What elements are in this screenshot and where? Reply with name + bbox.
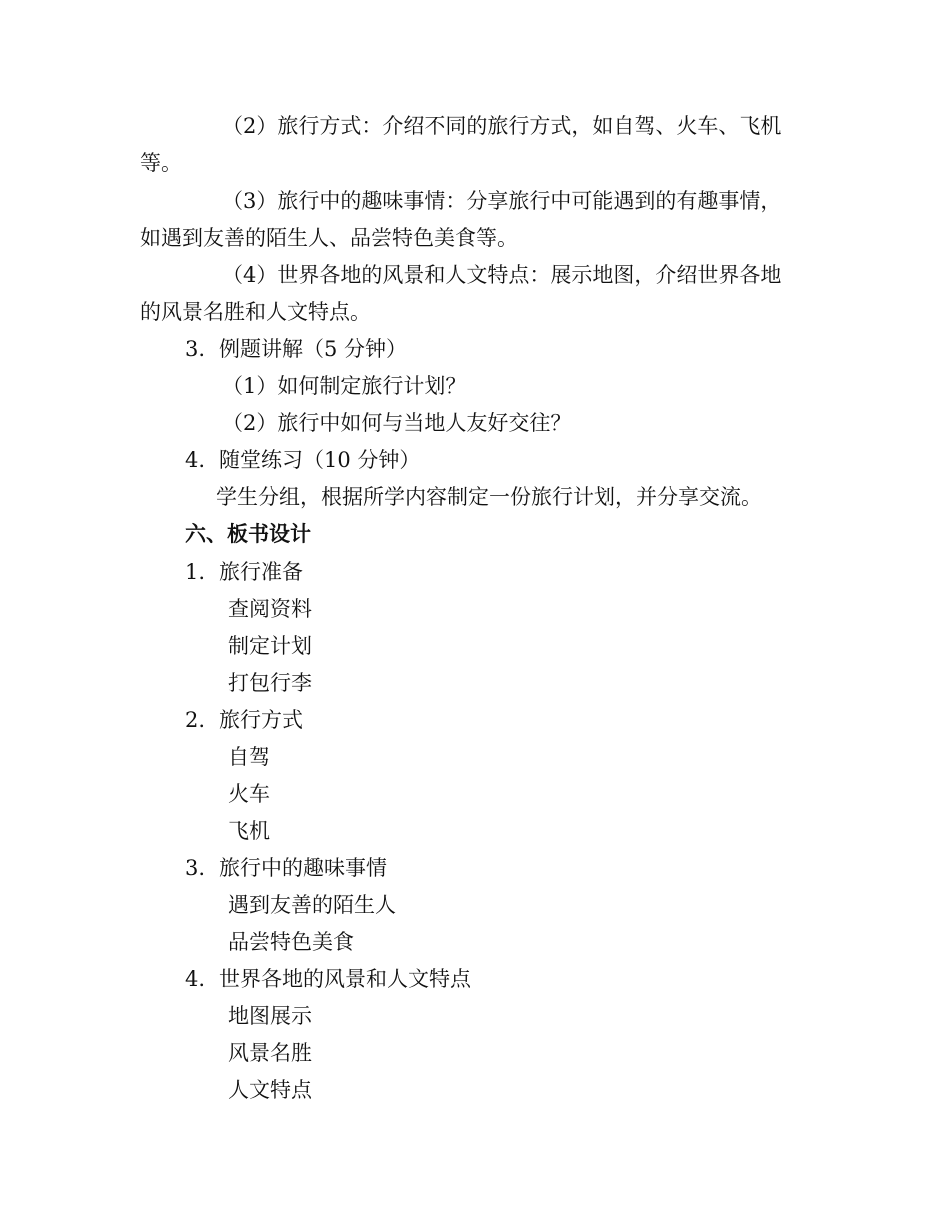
board-4-title: 世界各地的风景和人文特点 bbox=[219, 967, 471, 991]
section-4-heading bbox=[185, 445, 420, 475]
board-3-title: 旅行中的趣味事情 bbox=[219, 856, 387, 880]
example-2: （2）旅行中如何与当地人友好交往？ bbox=[222, 411, 572, 435]
board-4-item-1: 地图展示 bbox=[228, 1004, 312, 1028]
board-1-heading bbox=[185, 557, 303, 587]
board-3-number: 3. bbox=[185, 856, 206, 880]
board-1-item-3: 打包行李 bbox=[228, 671, 312, 695]
board-4-heading bbox=[185, 964, 471, 994]
board-4-number: 4. bbox=[185, 967, 206, 991]
section-4-title: 随堂练习（10 分钟） bbox=[219, 448, 421, 472]
board-2-item-1: 自驾 bbox=[228, 745, 270, 769]
board-2-item-2: 火车 bbox=[228, 782, 270, 806]
board-2-number: 2. bbox=[185, 708, 206, 732]
para-4-line-2: 的风景名胜和人文特点。 bbox=[140, 300, 371, 324]
board-2-item-3: 飞机 bbox=[228, 819, 270, 843]
board-4-item-3: 人文特点 bbox=[228, 1078, 312, 1102]
board-3-item-1: 遇到友善的陌生人 bbox=[228, 893, 396, 917]
board-1-title: 旅行准备 bbox=[219, 560, 303, 584]
para-2-line-2: 等。 bbox=[140, 151, 182, 175]
section-3-heading bbox=[185, 334, 407, 364]
heading-board-design: 六、板书设计 bbox=[185, 521, 311, 546]
board-1-item-1: 查阅资料 bbox=[228, 597, 312, 621]
board-3-item-2: 品尝特色美食 bbox=[228, 930, 354, 954]
practice-text: 学生分组，根据所学内容制定一份旅行计划，并分享交流。 bbox=[216, 485, 762, 509]
para-3-line-2: 如遇到友善的陌生人、品尝特色美食等。 bbox=[140, 226, 518, 250]
example-1: （1）如何制定旅行计划？ bbox=[222, 374, 467, 398]
section-3-number: 3. bbox=[185, 337, 206, 361]
board-1-number: 1. bbox=[185, 560, 206, 584]
section-3-title: 例题讲解（5 分钟） bbox=[219, 337, 408, 361]
section-4-number: 4. bbox=[185, 448, 206, 472]
board-2-title: 旅行方式 bbox=[219, 708, 303, 732]
para-3-line-1: （3）旅行中的趣味事情：分享旅行中可能遇到的有趣事情， bbox=[222, 189, 782, 213]
para-4-line-1: （4）世界各地的风景和人文特点：展示地图，介绍世界各地 bbox=[222, 263, 782, 287]
board-3-heading bbox=[185, 853, 387, 883]
board-1-item-2: 制定计划 bbox=[228, 634, 312, 658]
board-2-heading bbox=[185, 705, 303, 735]
para-2-line-1: （2）旅行方式：介绍不同的旅行方式，如自驾、火车、飞机 bbox=[222, 114, 782, 138]
board-4-item-2: 风景名胜 bbox=[228, 1041, 312, 1065]
